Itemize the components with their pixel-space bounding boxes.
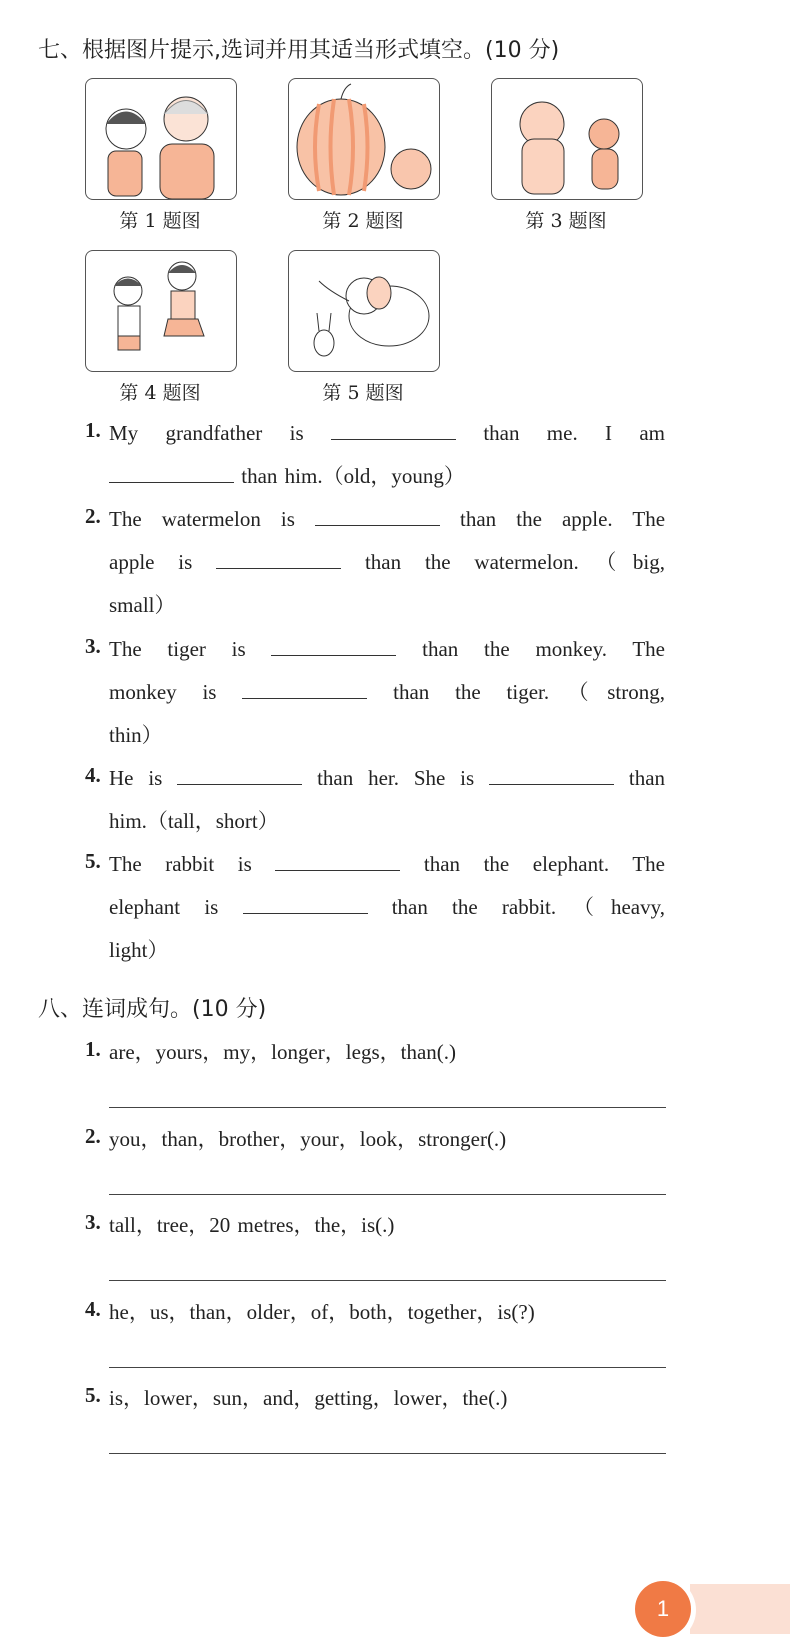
question-text: than [628, 766, 666, 790]
fill-blank-question [85, 849, 665, 978]
question-line [109, 590, 665, 633]
answer-line[interactable] [109, 1280, 666, 1281]
question-number: 3. [85, 1210, 101, 1234]
page-number-band [690, 1584, 790, 1634]
question-text: The rabbit is [109, 852, 252, 876]
question-text: than the watermelon.（big, [364, 550, 666, 574]
question-text: thin） [109, 723, 163, 747]
question-number: 2. [85, 504, 101, 528]
question-text: The watermelon is [109, 507, 295, 531]
fill-blank-question [85, 763, 665, 849]
illustration-watermelon-apple [288, 78, 440, 200]
question-text: monkey is [109, 680, 217, 704]
question-number: 3. [85, 634, 101, 658]
answer-line[interactable] [109, 1367, 666, 1368]
answer-line[interactable] [109, 1107, 666, 1108]
answer-blank[interactable] [177, 764, 302, 785]
answer-blank[interactable] [331, 419, 456, 440]
question-line [109, 634, 665, 677]
question-text: than the tiger.（strong, [393, 680, 665, 704]
question-line [109, 763, 665, 806]
question-line [109, 806, 665, 849]
caption-1: 第 1 题图 [119, 210, 201, 232]
answer-blank[interactable] [489, 764, 614, 785]
question-text: him.（tall，short） [109, 809, 279, 833]
question-line [109, 418, 665, 461]
question-number: 1. [85, 418, 101, 442]
fill-blank-question [85, 634, 665, 763]
question-line [109, 849, 665, 892]
question-text: than her. She is [317, 766, 475, 790]
question-number: 5. [85, 1383, 101, 1407]
question-text: My grandfather is [109, 421, 304, 445]
caption-4: 第 4 题图 [119, 382, 201, 404]
question-number: 4. [85, 763, 101, 787]
question-text: tall，tree，20 metres，the，is(.) [109, 1213, 395, 1237]
question-text: elephant is [109, 895, 219, 919]
answer-blank[interactable] [275, 850, 400, 871]
question-number: 4. [85, 1296, 101, 1321]
question-text: The tiger is [109, 637, 246, 661]
question-text: than him.（old，young） [241, 464, 465, 488]
caption-3: 第 3 题图 [525, 210, 607, 232]
fill-blank-question [85, 504, 665, 633]
section-8-title: 八、连词成句。(10 分) [38, 997, 267, 1022]
answer-blank[interactable] [271, 635, 396, 656]
section-7-title: 七、根据图片提示,选词并用其适当形式填空。(10 分) [38, 38, 560, 63]
question-text: than the apple. The [460, 507, 666, 531]
question-line [109, 677, 665, 720]
answer-blank[interactable] [242, 678, 367, 699]
word-order-question [85, 1383, 665, 1426]
question-text: than the rabbit.（heavy, [391, 895, 666, 919]
fill-blank-question [85, 418, 665, 504]
question-text: light） [109, 938, 169, 962]
answer-line[interactable] [109, 1453, 666, 1454]
illustration-tiger-monkey [491, 78, 643, 200]
question-number: 5. [85, 849, 101, 873]
illustration-grandfather-boy [85, 78, 237, 200]
question-line [109, 504, 665, 547]
question-line [109, 547, 665, 590]
answer-blank[interactable] [315, 505, 440, 526]
answer-line[interactable] [109, 1194, 666, 1195]
caption-5: 第 5 题图 [322, 382, 404, 404]
illustration-boy-girl [85, 250, 237, 372]
question-text: you，than，brother，your，look，stronger(.) [109, 1126, 507, 1151]
question-text: he，us，than，older，of，both，together，is(?) [109, 1299, 535, 1324]
page-number: 1 [635, 1581, 691, 1637]
question-line [109, 935, 665, 978]
answer-blank[interactable] [109, 462, 234, 483]
word-order-question [85, 1210, 665, 1253]
question-text: small） [109, 593, 176, 617]
question-text: is，lower，sun，and，getting，lower，the(.) [109, 1386, 508, 1410]
illustration-rabbit-elephant [288, 250, 440, 372]
question-number: 1. [85, 1037, 101, 1061]
question-text: than the elephant. The [423, 852, 666, 876]
word-order-question [85, 1124, 665, 1167]
question-number: 2. [85, 1123, 101, 1148]
question-line [109, 720, 665, 763]
question-text: He is [109, 766, 163, 790]
question-text: than the monkey. The [422, 637, 666, 661]
question-text: than me. I am [483, 421, 666, 445]
question-text: apple is [109, 550, 193, 574]
word-order-question [85, 1297, 665, 1340]
question-line [109, 892, 665, 935]
word-order-question [85, 1037, 665, 1080]
answer-blank[interactable] [243, 893, 368, 914]
answer-blank[interactable] [216, 548, 341, 569]
question-line [109, 461, 665, 504]
question-text: are，yours，my，longer，legs，than(.) [109, 1040, 457, 1064]
caption-2: 第 2 题图 [322, 210, 404, 232]
